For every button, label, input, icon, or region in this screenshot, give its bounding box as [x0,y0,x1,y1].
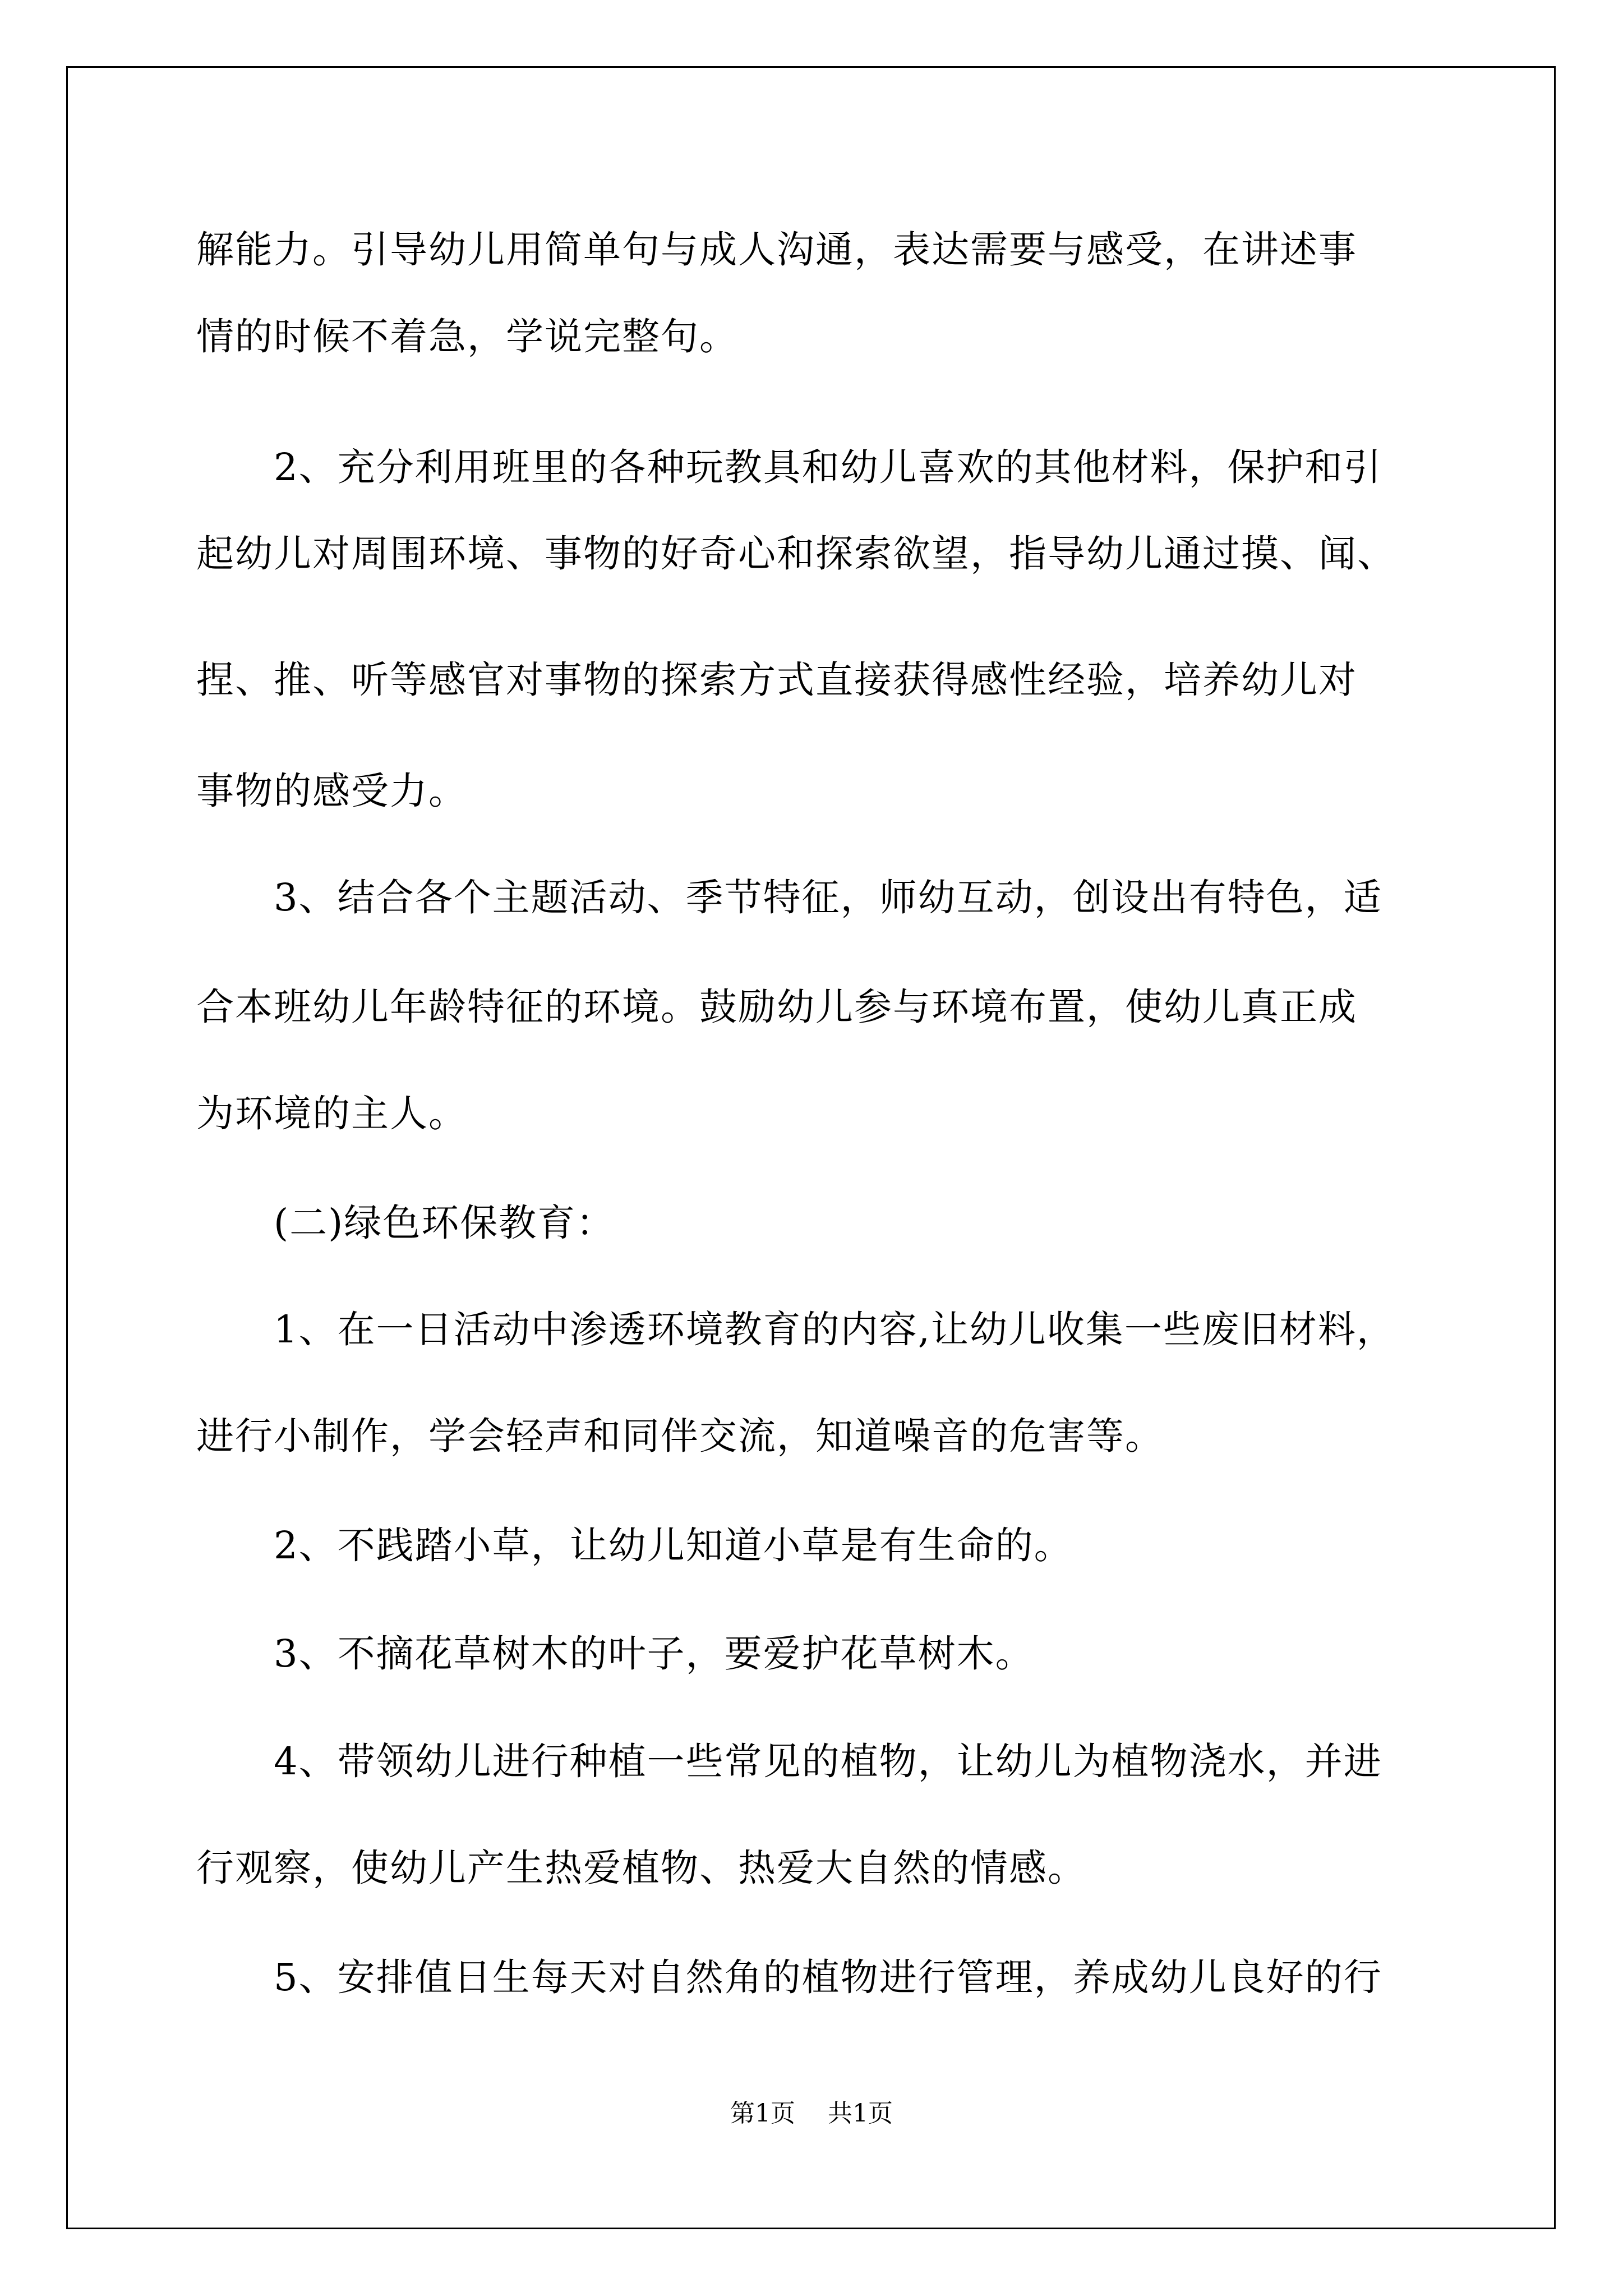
section-heading: (二)绿色环保教育： [196,1201,615,1245]
page-footer [0,2098,1623,2129]
text-line-16: 行观察，使幼儿产生热爱植物、热爱大自然的情感。 [196,1846,1086,1890]
page-border [66,66,1556,2229]
text-line-14: 3、不摘花草树木的叶子，要爱护花草树木。 [196,1632,1034,1676]
text-line-3: 2、充分利用班里的各种玩教具和幼儿喜欢的其他材料，保护和引 [196,445,1382,489]
text-line-15: 4、带领幼儿进行种植一些常见的植物，让幼儿为植物浇水，并进 [196,1740,1382,1783]
text-line-1: 解能力。引导幼儿用简单句与成人沟通，表达需要与感受，在讲述事 [196,228,1357,272]
text-line-7: 3、结合各个主题活动、季节特征，师幼互动，创设出有特色，适 [196,876,1382,919]
text-line-4: 起幼儿对周围环境、事物的好奇心和探索欲望，指导幼儿通过摸、闻、 [196,532,1396,576]
page-total: 共1页 [828,2099,893,2128]
text-line-6: 事物的感受力。 [196,769,467,813]
text-line-17: 5、安排值日生每天对自然角的植物进行管理，养成幼儿良好的行 [196,1955,1382,1999]
text-line-9: 为环境的主人。 [196,1092,467,1135]
text-line-12: 进行小制作，学会轻声和同伴交流，知道噪音的危害等。 [196,1414,1164,1458]
text-line-8: 合本班幼儿年龄特征的环境。鼓励幼儿参与环境布置，使幼儿真正成 [196,985,1357,1029]
text-line-11: 1、在一日活动中渗透环境教育的内容,让幼儿收集一些废旧材料， [196,1308,1395,1351]
text-line-13: 2、不践踏小草，让幼儿知道小草是有生命的。 [196,1524,1073,1567]
text-line-2: 情的时候不着急，学说完整句。 [196,315,738,358]
page-number: 第1页 [730,2099,795,2128]
text-line-5: 捏、推、听等感官对事物的探索方式直接获得感性经验，培养幼儿对 [196,658,1357,702]
